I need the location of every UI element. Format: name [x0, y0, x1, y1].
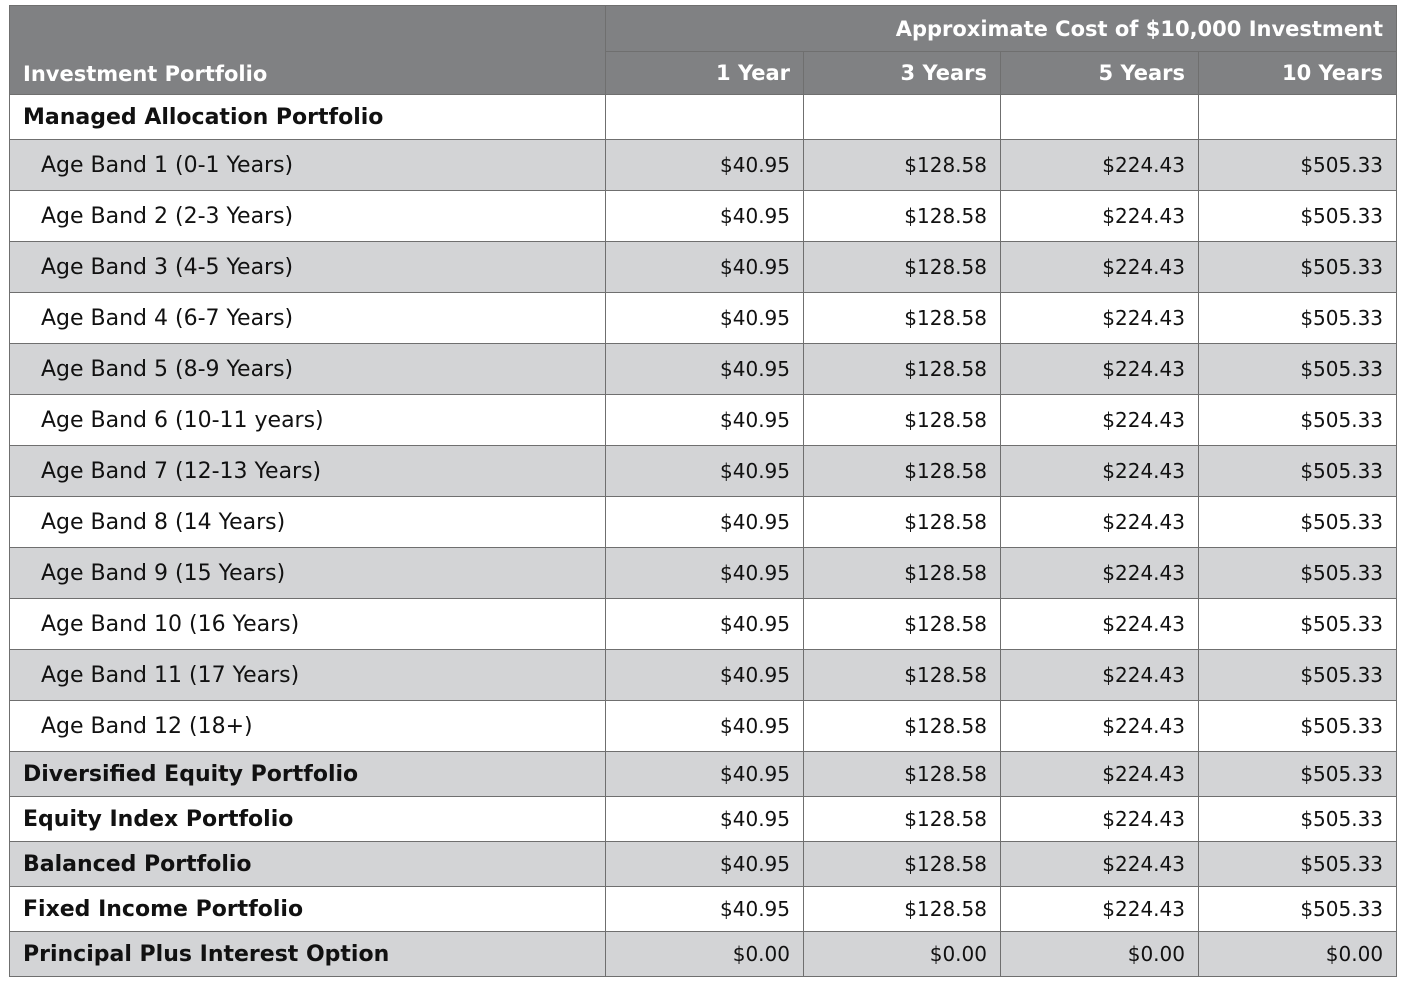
cost-cell: $505.33	[1199, 446, 1397, 497]
cost-cell: $40.95	[606, 650, 804, 701]
cost-cell: $224.43	[1001, 650, 1199, 701]
cost-cell: $128.58	[804, 140, 1001, 191]
portfolio-row-5	[10, 932, 1397, 977]
age-band-row-8-label: Age Band 8 (14 Years)	[10, 497, 606, 548]
investment-cost-table	[9, 5, 1397, 977]
managed-allocation-row	[10, 95, 1397, 140]
portfolio-row-4-label: Fixed Income Portfolio	[10, 887, 606, 932]
header-period-3-years: 3 Years	[804, 52, 1001, 95]
cost-cell: $505.33	[1199, 140, 1397, 191]
cost-cell: $224.43	[1001, 395, 1199, 446]
cost-cell: $40.95	[606, 293, 804, 344]
cost-cell: $40.95	[606, 242, 804, 293]
cost-cell: $224.43	[1001, 701, 1199, 752]
age-band-row-9-label: Age Band 9 (15 Years)	[10, 548, 606, 599]
portfolio-row-2	[10, 797, 1397, 842]
cost-cell: $505.33	[1199, 650, 1397, 701]
cost-table-container	[9, 5, 1396, 977]
empty-cell	[1199, 95, 1397, 140]
age-band-row-5	[10, 344, 1397, 395]
cost-cell: $40.95	[606, 344, 804, 395]
cost-cell: $128.58	[804, 548, 1001, 599]
cost-cell: $505.33	[1199, 293, 1397, 344]
portfolio-row-5-label: Principal Plus Interest Option	[10, 932, 606, 977]
cost-cell: $505.33	[1199, 887, 1397, 932]
header-approximate-cost: Approximate Cost of $10,000 Investment	[606, 6, 1397, 52]
cost-cell: $0.00	[606, 932, 804, 977]
cost-cell: $40.95	[606, 446, 804, 497]
cost-cell: $128.58	[804, 293, 1001, 344]
cost-cell: $128.58	[804, 752, 1001, 797]
portfolio-row-2-label: Equity Index Portfolio	[10, 797, 606, 842]
cost-cell: $40.95	[606, 797, 804, 842]
age-band-row-6	[10, 395, 1397, 446]
age-band-row-2	[10, 191, 1397, 242]
cost-cell: $224.43	[1001, 191, 1199, 242]
cost-cell: $0.00	[1199, 932, 1397, 977]
cost-cell: $505.33	[1199, 344, 1397, 395]
age-band-row-7-label: Age Band 7 (12-13 Years)	[10, 446, 606, 497]
age-band-row-11	[10, 650, 1397, 701]
age-band-row-6-label: Age Band 6 (10-11 years)	[10, 395, 606, 446]
cost-cell: $505.33	[1199, 797, 1397, 842]
empty-cell	[606, 95, 804, 140]
age-band-row-10	[10, 599, 1397, 650]
cost-cell: $40.95	[606, 887, 804, 932]
table-header	[10, 6, 1397, 95]
cost-cell: $40.95	[606, 497, 804, 548]
cost-cell: $128.58	[804, 497, 1001, 548]
cost-cell: $128.58	[804, 446, 1001, 497]
cost-cell: $40.95	[606, 842, 804, 887]
cost-cell: $0.00	[1001, 932, 1199, 977]
age-band-row-4-label: Age Band 4 (6-7 Years)	[10, 293, 606, 344]
cost-cell: $224.43	[1001, 887, 1199, 932]
cost-cell: $40.95	[606, 191, 804, 242]
age-band-row-4	[10, 293, 1397, 344]
cost-cell: $128.58	[804, 242, 1001, 293]
cost-cell: $128.58	[804, 344, 1001, 395]
cost-cell: $224.43	[1001, 797, 1199, 842]
header-period-10-years: 10 Years	[1199, 52, 1397, 95]
age-band-row-11-label: Age Band 11 (17 Years)	[10, 650, 606, 701]
cost-cell: $40.95	[606, 752, 804, 797]
cost-cell: $128.58	[804, 887, 1001, 932]
cost-cell: $224.43	[1001, 752, 1199, 797]
cost-cell: $505.33	[1199, 395, 1397, 446]
cost-cell: $224.43	[1001, 344, 1199, 395]
cost-cell: $224.43	[1001, 293, 1199, 344]
cost-cell: $40.95	[606, 548, 804, 599]
cost-cell: $224.43	[1001, 842, 1199, 887]
cost-cell: $40.95	[606, 395, 804, 446]
cost-cell: $128.58	[804, 191, 1001, 242]
age-band-row-8	[10, 497, 1397, 548]
age-band-row-3-label: Age Band 3 (4-5 Years)	[10, 242, 606, 293]
header-investment-portfolio: Investment Portfolio	[10, 6, 606, 95]
age-band-row-7	[10, 446, 1397, 497]
cost-cell: $128.58	[804, 842, 1001, 887]
header-period-1-year: 1 Year	[606, 52, 804, 95]
age-band-row-2-label: Age Band 2 (2-3 Years)	[10, 191, 606, 242]
empty-cell	[804, 95, 1001, 140]
cost-cell: $40.95	[606, 140, 804, 191]
age-band-row-9	[10, 548, 1397, 599]
cost-cell: $224.43	[1001, 242, 1199, 293]
age-band-row-10-label: Age Band 10 (16 Years)	[10, 599, 606, 650]
cost-cell: $224.43	[1001, 140, 1199, 191]
age-band-row-1-label: Age Band 1 (0-1 Years)	[10, 140, 606, 191]
cost-cell: $128.58	[804, 599, 1001, 650]
cost-cell: $224.43	[1001, 548, 1199, 599]
table-body	[10, 95, 1397, 977]
age-band-row-5-label: Age Band 5 (8-9 Years)	[10, 344, 606, 395]
cost-cell: $505.33	[1199, 701, 1397, 752]
portfolio-row-4	[10, 887, 1397, 932]
header-period-5-years: 5 Years	[1001, 52, 1199, 95]
age-band-row-1	[10, 140, 1397, 191]
cost-cell: $224.43	[1001, 599, 1199, 650]
cost-cell: $40.95	[606, 701, 804, 752]
cost-cell: $0.00	[804, 932, 1001, 977]
cost-cell: $224.43	[1001, 446, 1199, 497]
cost-cell: $505.33	[1199, 752, 1397, 797]
cost-cell: $128.58	[804, 797, 1001, 842]
cost-cell: $505.33	[1199, 842, 1397, 887]
age-band-row-12-label: Age Band 12 (18+)	[10, 701, 606, 752]
cost-cell: $40.95	[606, 599, 804, 650]
managed-allocation-label: Managed Allocation Portfolio	[10, 95, 606, 140]
age-band-row-3	[10, 242, 1397, 293]
cost-cell: $128.58	[804, 701, 1001, 752]
cost-cell: $224.43	[1001, 497, 1199, 548]
cost-cell: $128.58	[804, 650, 1001, 701]
empty-cell	[1001, 95, 1199, 140]
cost-cell: $505.33	[1199, 191, 1397, 242]
portfolio-row-3-label: Balanced Portfolio	[10, 842, 606, 887]
cost-cell: $505.33	[1199, 599, 1397, 650]
cost-cell: $128.58	[804, 395, 1001, 446]
cost-cell: $505.33	[1199, 242, 1397, 293]
cost-cell: $505.33	[1199, 497, 1397, 548]
cost-cell: $505.33	[1199, 548, 1397, 599]
portfolio-row-1	[10, 752, 1397, 797]
portfolio-row-3	[10, 842, 1397, 887]
portfolio-row-1-label: Diversified Equity Portfolio	[10, 752, 606, 797]
age-band-row-12	[10, 701, 1397, 752]
